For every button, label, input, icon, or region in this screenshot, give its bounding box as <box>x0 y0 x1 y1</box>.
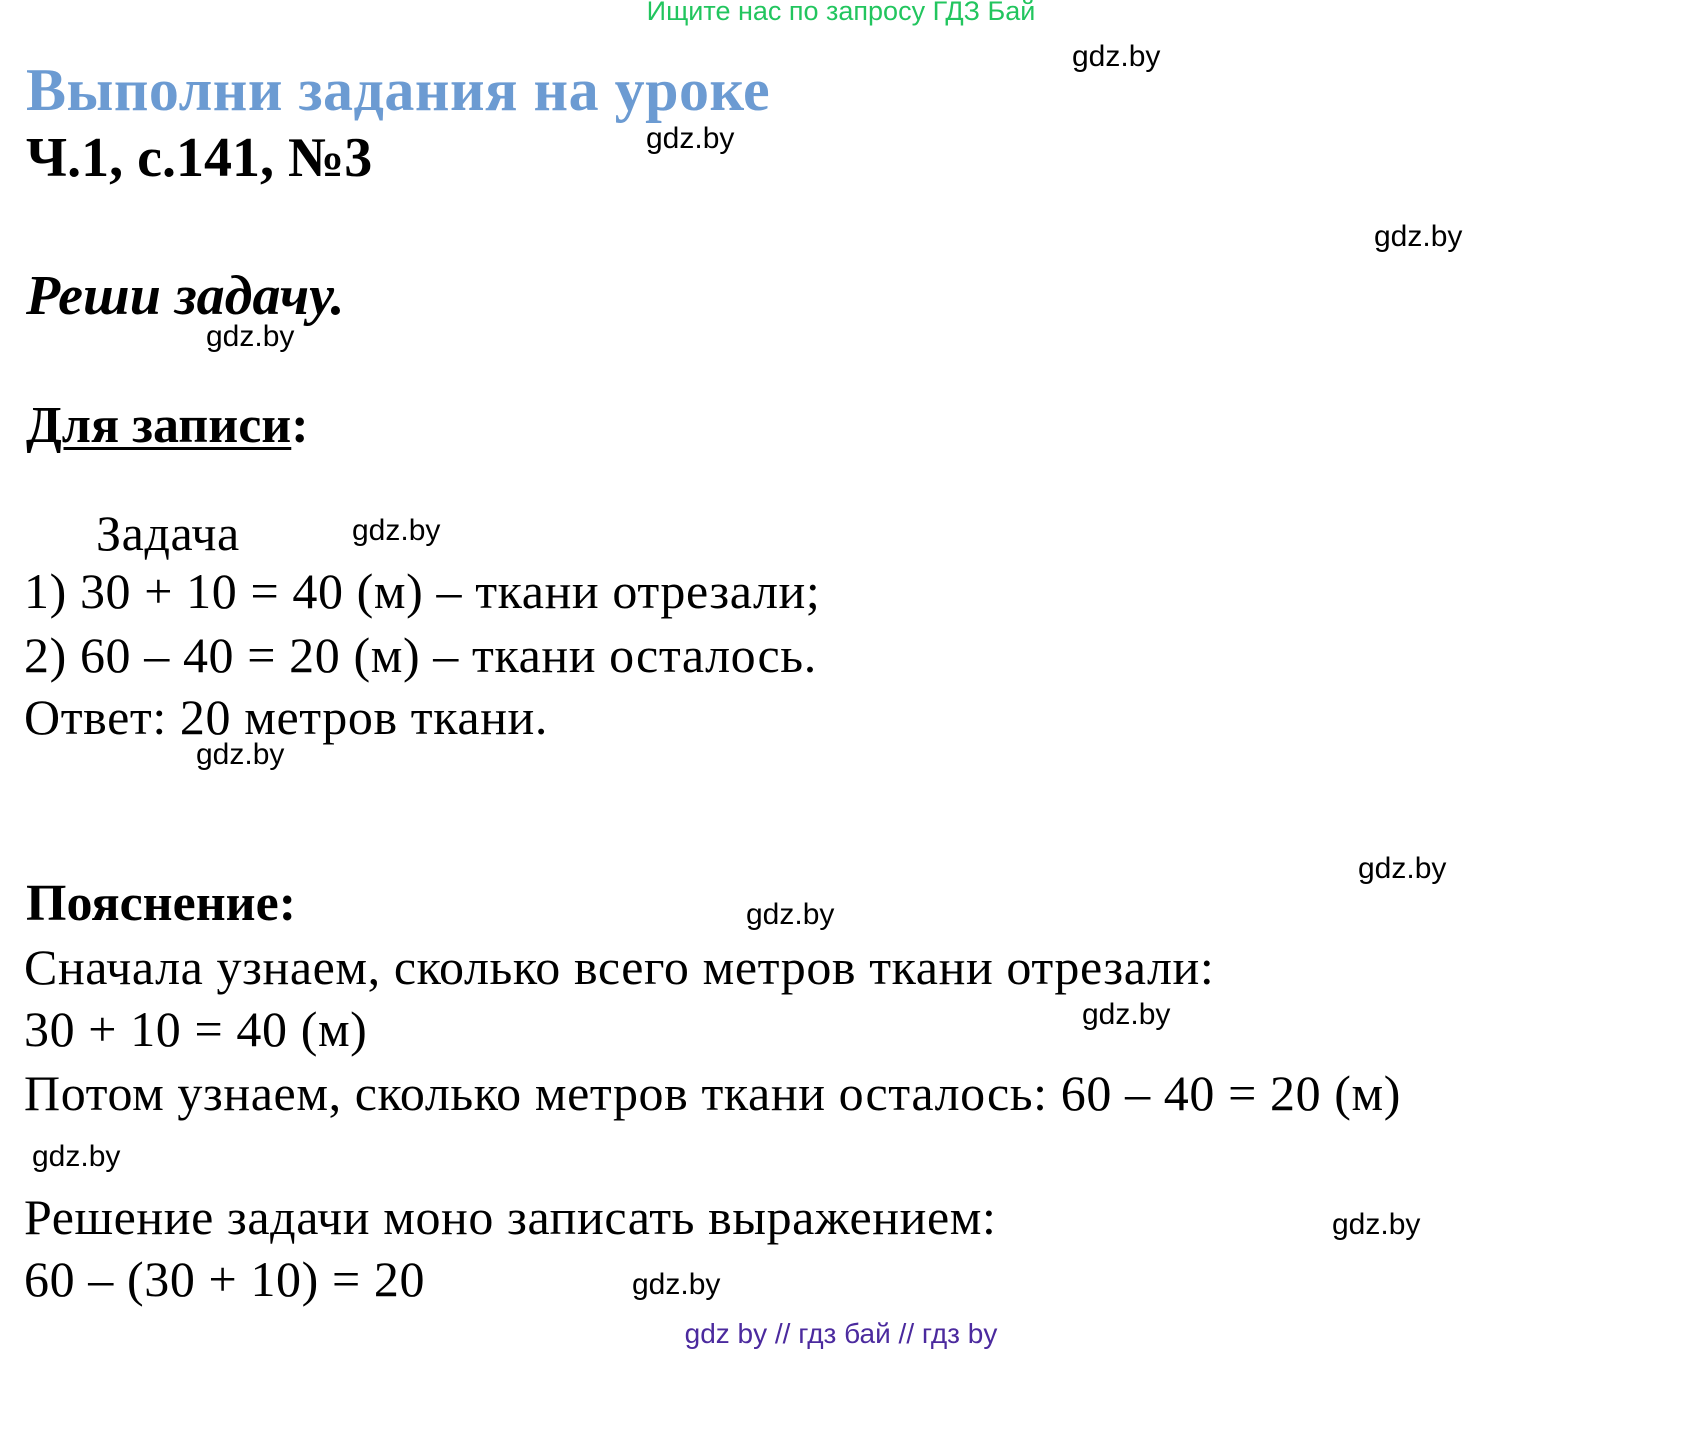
watermark: gdz.by <box>1374 220 1463 253</box>
watermark: gdz.by <box>746 898 835 931</box>
top-banner: Ищите нас по запросу ГДЗ Бай <box>646 0 1036 26</box>
explanation-line-5: 60 – (30 + 10) = 20 <box>24 1251 426 1307</box>
watermark: gdz.by <box>206 320 295 353</box>
explanation-heading: Пояснение: <box>26 875 297 932</box>
watermark: gdz.by <box>1332 1208 1421 1241</box>
solution-step-2: 2) 60 – 40 = 20 (м) – ткани осталось. <box>24 627 817 683</box>
watermark: gdz.by <box>32 1140 121 1173</box>
watermark: gdz.by <box>632 1268 721 1301</box>
watermark: gdz.by <box>1082 998 1171 1031</box>
explanation-line-2: 30 + 10 = 40 (м) <box>24 1001 368 1057</box>
watermark: gdz.by <box>352 514 441 547</box>
task-title: Реши задачу. <box>26 265 345 327</box>
page-heading: Выполни задания на уроке <box>26 57 771 123</box>
watermark: gdz.by <box>1358 852 1447 885</box>
solution-step-1: 1) 30 + 10 = 40 (м) – ткани отрезали; <box>24 563 821 619</box>
explanation-line-3: Потом узнаем, сколько метров ткани осталось: 60 – 40 = 20 (м) <box>24 1065 1402 1121</box>
watermark: gdz.by <box>646 122 735 155</box>
record-heading <box>26 396 309 455</box>
explanation-line-4: Решение задачи моно записать выражением: <box>24 1189 997 1245</box>
record-colon: : <box>291 397 309 454</box>
exercise-reference: Ч.1, с.141, №3 <box>26 127 373 189</box>
watermark: gdz.by <box>1072 40 1161 73</box>
watermark: gdz.by <box>196 738 285 771</box>
footer-links: gdz by // гдз бай // гдз by <box>684 1318 998 1349</box>
record-label: Для записи <box>26 397 292 454</box>
solution-answer: Ответ: 20 метров ткани. <box>24 689 549 745</box>
solution-title: Задача <box>96 505 240 561</box>
explanation-line-1: Сначала узнаем, сколько всего метров ткани отрезали: <box>24 939 1215 995</box>
